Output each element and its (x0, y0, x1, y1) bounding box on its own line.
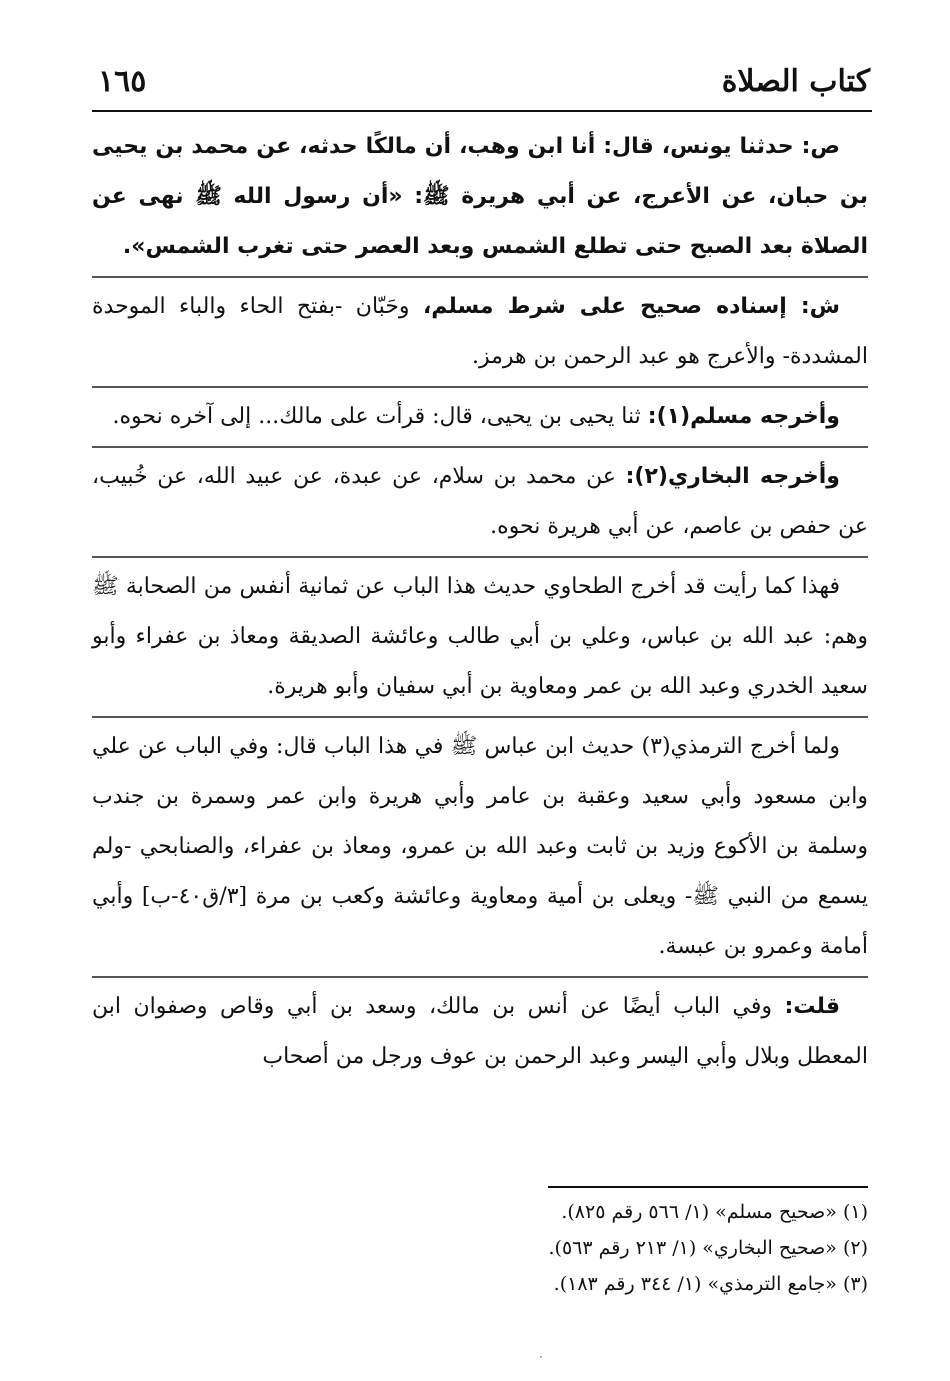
paragraph-summary (92, 562, 868, 712)
page-number: ١٦٥ (98, 63, 147, 99)
page-header (98, 56, 870, 106)
paragraph-hadith (92, 122, 868, 272)
chapter-title: كتاب الصلاة (721, 63, 870, 99)
section-divider (92, 386, 868, 388)
paragraph-muslim (92, 392, 868, 442)
paragraph-text: وحَبّان -بفتح الحاء والباء الموحدة المشددة- والأعرج هو عبد الرحمن بن هرمز. (92, 294, 868, 369)
paragraph-lead: وأخرجه مسلم(١): (647, 404, 840, 429)
section-divider (92, 976, 868, 978)
footnote-item: (٢) «صحيح البخاري» (١/ ٢١٣ رقم ٥٦٣). (548, 1237, 868, 1259)
page-speck (540, 1356, 542, 1358)
paragraph-text: وفي الباب أيضًا عن أنس بن مالك، وسعد بن أبي وقاص وصفوان ابن المعطل وبلال وأبي اليسر وعبد الرحمن بن عوف ورجل من أصحاب (92, 994, 868, 1069)
section-divider (92, 716, 868, 718)
paragraph-lead: ص: (801, 134, 840, 159)
header-rule (92, 110, 872, 112)
paragraph-text: ولما أخرج الترمذي(٣) حديث ابن عباس ﷺ في هذا الباب قال: وفي الباب عن علي وابن مسعود وأبي سعيد وعقبة بن عامر وأبي هريرة وابن عمر وسمرة بن جندب وسلمة بن الأكوع وزيد بن ثابت وعبد الله بن عمرو، ومعاذ بن عفراء، والصنابحي -ولم يسمع من النبي ﷺ- ويعلى بن أمية ومعاوية وعائشة وكعب بن مرة [٣/ق٤٠-ب] وأبي أمامة وعمرو بن عبسة. (92, 734, 868, 959)
paragraph-commentary (92, 282, 868, 382)
paragraph-lead: ش: إسناده صحيح على شرط مسلم، (422, 294, 841, 319)
footnote-item: (٣) «جامع الترمذي» (١/ ٣٤٤ رقم ١٨٣). (553, 1273, 868, 1295)
paragraph-bukhari (92, 452, 868, 552)
paragraph-lead: وأخرجه البخاري(٢): (625, 464, 840, 489)
paragraph-text: ثنا يحيى بن يحيى، قال: قرأت على مالك... إلى آخره نحوه. (112, 404, 641, 429)
main-text (92, 122, 868, 1086)
section-divider (92, 276, 868, 278)
footnotes (268, 1194, 868, 1302)
paragraph-tirmidhi (92, 722, 868, 972)
paragraph-text: حدثنا يونس، قال: أنا ابن وهب، أن مالكًا حدثه، عن محمد بن يحيى بن حبان، عن الأعرج، عن أبي هريرة ﷺ: «أن رسول الله ﷺ نهى عن الصلاة بعد الصبح حتى تطلع الشمس وبعد العصر حتى تغرب الشمس». (92, 134, 868, 259)
section-divider (92, 556, 868, 558)
paragraph-lead: قلت: (784, 994, 841, 1019)
paragraph-text: فهذا كما رأيت قد أخرج الطحاوي حديث هذا الباب عن ثمانية أنفس من الصحابة ﷺ وهم: عبد الله بن عباس، وعلي بن أبي طالب وعائشة الصديقة ومعاذ بن عفراء وأبو سعيد الخدري وعبد الله بن عمر ومعاوية بن أبي سفيان وأبو هريرة. (92, 574, 868, 699)
paragraph-note (92, 982, 868, 1082)
section-divider (92, 446, 868, 448)
footnote-rule (548, 1186, 868, 1188)
footnote-item: (١) «صحيح مسلم» (١/ ٥٦٦ رقم ٨٢٥). (561, 1201, 868, 1223)
paragraph-text: عن محمد بن سلام، عن عبدة، عن عبيد الله، عن خُبيب، عن حفص بن عاصم، عن أبي هريرة نحوه. (92, 464, 868, 539)
